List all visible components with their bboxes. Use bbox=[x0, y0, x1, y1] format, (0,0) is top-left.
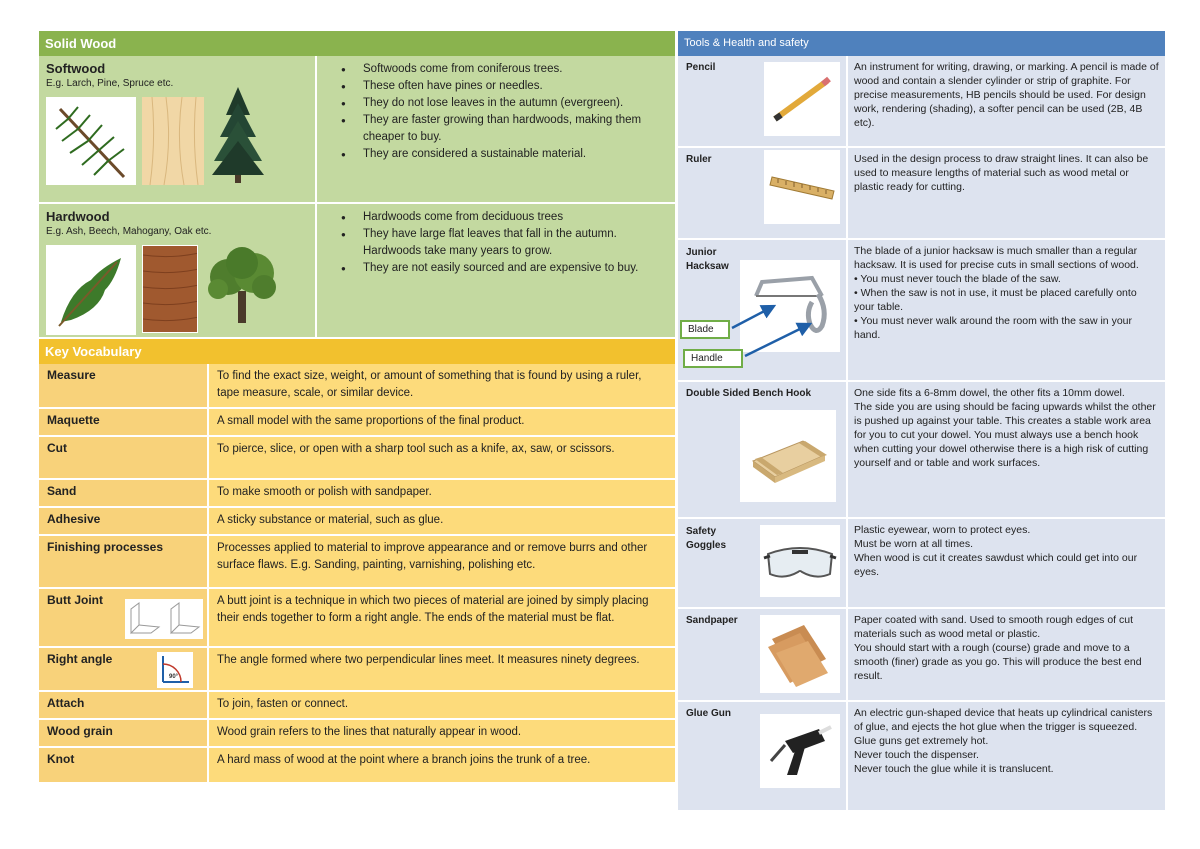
glue-gun-image bbox=[760, 714, 840, 788]
vocab-term-cell bbox=[39, 648, 207, 690]
tool-description: An electric gun-shaped device that heats up cylindrical canisters of glue, and ejects the hot glue when the trigger is squeezed. Glue guns get extremely hot. Never touch the dispenser. Never touch the glue while it is translucent. bbox=[846, 702, 1165, 810]
vocab-term-cell bbox=[39, 589, 207, 646]
vocab-term: Knot bbox=[39, 748, 207, 782]
vocab-row-adhesive bbox=[39, 508, 675, 536]
tool-description: The blade of a junior hacksaw is much smaller than a regular hacksaw. It is used for precise cuts in small sections of wood. • You must never touch the blade of the saw. • When the saw is not in use, it must be placed carefully onto your table. • You must never walk around the room with the saw in your hand. bbox=[846, 240, 1165, 380]
tool-description: Paper coated with sand. Used to smooth rough edges of cut materials such as wood metal or plastic. You should start with a rough (course) grade and move to a smooth (finer) grade as you go. This will produce the best end result. bbox=[846, 609, 1165, 700]
vocab-row-measure bbox=[39, 364, 675, 409]
vocab-row-cut bbox=[39, 437, 675, 480]
hardwood-title: Hardwood bbox=[46, 209, 110, 224]
vocab-row-right-angle bbox=[39, 648, 675, 692]
tool-name: Glue Gun bbox=[686, 708, 731, 719]
vocab-row-attach bbox=[39, 692, 675, 720]
hardwood-row bbox=[39, 204, 675, 339]
solid-wood-header: Solid Wood bbox=[39, 31, 675, 56]
softwood-fact: ● Softwoods come from coniferous trees. bbox=[341, 61, 667, 78]
tool-row-glue-gun bbox=[678, 702, 1165, 812]
tool-name-cell bbox=[678, 148, 846, 238]
vocab-definition: A sticky substance or material, such as glue. bbox=[207, 508, 675, 534]
tool-name-cell bbox=[678, 240, 846, 380]
goggles-image bbox=[760, 525, 840, 597]
conifer-tree-image bbox=[210, 85, 266, 185]
hardwood-examples: E.g. Ash, Beech, Mahogany, Oak etc. bbox=[46, 226, 212, 237]
vocab-term: Measure bbox=[39, 364, 207, 407]
tool-name: Ruler bbox=[686, 154, 712, 165]
vocab-term: Adhesive bbox=[39, 508, 207, 534]
vocab-definition: A hard mass of wood at the point where a branch joins the trunk of a tree. bbox=[207, 748, 675, 782]
vocab-term: Attach bbox=[39, 692, 207, 718]
vocab-definition: Processes applied to material to improve appearance and or remove burrs and other surface flaws. E.g. Sanding, painting, varnishing, polishing etc. bbox=[207, 536, 675, 587]
tool-name: Safety Goggles bbox=[686, 526, 727, 551]
vocab-term: Butt Joint bbox=[47, 593, 103, 607]
vocab-row-maquette bbox=[39, 409, 675, 437]
pine-wood-texture-image bbox=[142, 97, 204, 185]
tool-name-cell bbox=[678, 702, 846, 810]
bench-hook-image bbox=[740, 410, 836, 502]
tool-description: Used in the design process to draw straight lines. It can also be used to measure lengths of material such as wood metal or plastic ready for cutting. bbox=[846, 148, 1165, 238]
butt-joint-icon bbox=[125, 599, 203, 639]
tool-row-pencil bbox=[678, 56, 1165, 148]
vocab-term: Right angle bbox=[47, 652, 113, 666]
vocab-term: Finishing processes bbox=[39, 536, 207, 587]
vocab-definition: The angle formed where two perpendicular lines meet. It measures ninety degrees. bbox=[207, 648, 675, 690]
tool-name-cell bbox=[678, 519, 846, 607]
tool-row-sandpaper bbox=[678, 609, 1165, 702]
softwood-images bbox=[46, 97, 308, 185]
vocab-row-knot bbox=[39, 748, 675, 784]
blade-label: Blade bbox=[688, 324, 714, 335]
vocab-term: Cut bbox=[39, 437, 207, 478]
tool-row-goggles bbox=[678, 519, 1165, 609]
softwood-title: Softwood bbox=[46, 61, 106, 76]
mahogany-texture-image bbox=[142, 245, 198, 333]
callout-arrows bbox=[678, 240, 846, 382]
tools-header: Tools & Health and safety bbox=[678, 31, 1165, 56]
pencil-image bbox=[764, 62, 840, 136]
vocab-row-sand bbox=[39, 480, 675, 508]
softwood-fact: ● These often have pines or needles. bbox=[341, 78, 667, 95]
vocab-definition: To join, fasten or connect. bbox=[207, 692, 675, 718]
handle-label: Handle bbox=[691, 353, 723, 364]
left-column bbox=[39, 31, 675, 784]
vocab-term: Wood grain bbox=[39, 720, 207, 746]
softwood-facts bbox=[315, 56, 675, 202]
deciduous-tree-image bbox=[204, 245, 280, 325]
vocab-term: Sand bbox=[39, 480, 207, 506]
tool-row-ruler bbox=[678, 148, 1165, 240]
tool-name: Junior Hacksaw bbox=[686, 247, 729, 272]
pine-branch-image bbox=[46, 97, 136, 185]
hardwood-info bbox=[39, 204, 315, 337]
vocab-row-finishing bbox=[39, 536, 675, 589]
right-angle-label: 90° bbox=[169, 674, 179, 680]
softwood-examples: E.g. Larch, Pine, Spruce etc. bbox=[46, 78, 174, 89]
softwood-fact: ● They do not lose leaves in the autumn (evergreen). bbox=[341, 95, 667, 112]
tool-name-cell bbox=[678, 382, 846, 517]
tool-name: Double Sided Bench Hook bbox=[686, 388, 812, 399]
vocab-definition: A small model with the same proportions of the final product. bbox=[207, 409, 675, 435]
hardwood-images bbox=[46, 245, 308, 335]
tool-row-bench-hook bbox=[678, 382, 1165, 519]
hardwood-fact: ● Hardwoods come from deciduous trees bbox=[341, 209, 667, 226]
tool-row-hacksaw bbox=[678, 240, 1165, 382]
softwood-row bbox=[39, 56, 675, 204]
tool-description: One side fits a 6-8mm dowel, the other fits a 10mm dowel. The side you are using should be facing upwards whilst the other is pushed up against your table. This creates a stable work area for you to cut your dowel. You must always use a bench hook when cutting your dowel otherwise there is a high risk of cutting yourself and or table and work surfaces. bbox=[846, 382, 1165, 517]
vocab-definition: To make smooth or polish with sandpaper. bbox=[207, 480, 675, 506]
vocab-definition: To find the exact size, weight, or amount of something that is found by using a ruler, tape measure, scale, or similar device. bbox=[207, 364, 675, 407]
softwood-fact: ● They are considered a sustainable material. bbox=[341, 146, 667, 163]
tool-description: Plastic eyewear, worn to protect eyes. Must be worn at all times. When wood is cut it creates sawdust which could get into our eyes. bbox=[846, 519, 1165, 607]
softwood-fact: ● They are faster growing than hardwoods, making them cheaper to buy. bbox=[341, 112, 667, 146]
sandpaper-image bbox=[760, 615, 840, 693]
tool-name: Sandpaper bbox=[686, 615, 738, 626]
right-column bbox=[678, 31, 1165, 812]
tool-description: An instrument for writing, drawing, or marking. A pencil is made of wood and contain a slender cylinder or strip of graphite. For precise measurements, HB pencils should be used. For design work, rendering (shading), a softer pencil can be used (2B, 4B etc). bbox=[846, 56, 1165, 146]
tool-name-cell bbox=[678, 56, 846, 146]
right-angle-icon bbox=[157, 652, 193, 688]
ruler-image bbox=[764, 150, 840, 224]
tool-name: Pencil bbox=[686, 62, 716, 73]
hardwood-facts bbox=[315, 204, 675, 337]
vocab-definition: To pierce, slice, or open with a sharp tool such as a knife, ax, saw, or scissors. bbox=[207, 437, 675, 478]
hardwood-fact: ● They are not easily sourced and are expensive to buy. bbox=[341, 260, 667, 277]
softwood-info bbox=[39, 56, 315, 202]
vocab-header: Key Vocabulary bbox=[39, 339, 675, 364]
vocab-definition: Wood grain refers to the lines that naturally appear in wood. bbox=[207, 720, 675, 746]
vocab-row-butt-joint bbox=[39, 589, 675, 648]
oak-leaf-image bbox=[46, 245, 136, 335]
vocab-definition: A butt joint is a technique in which two pieces of material are joined by simply placing their ends together to form a right angle. The ends of the material must be flat. bbox=[207, 589, 675, 646]
tool-name-cell bbox=[678, 609, 846, 700]
vocab-term: Maquette bbox=[39, 409, 207, 435]
hardwood-fact: ● They have large flat leaves that fall in the autumn. Hardwoods take many years to grow. bbox=[341, 226, 667, 260]
vocab-row-wood-grain bbox=[39, 720, 675, 748]
